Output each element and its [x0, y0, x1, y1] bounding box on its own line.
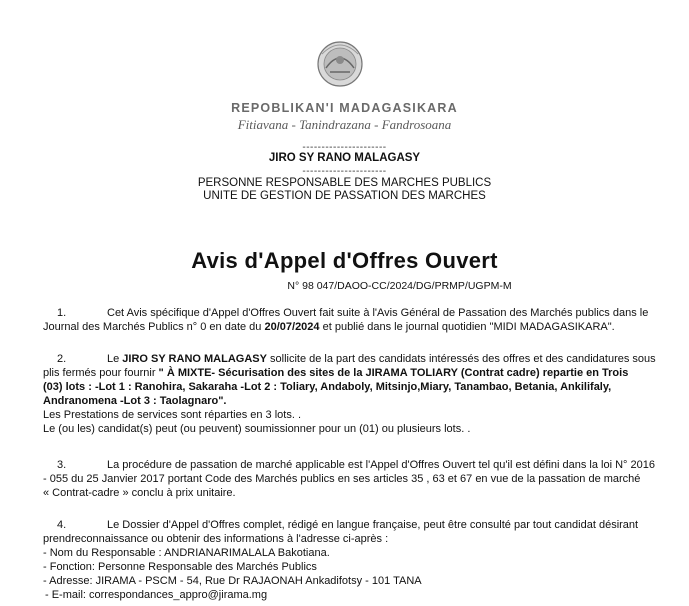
section-number: 4. [57, 519, 67, 531]
national-motto: Fitiavana - Tanindrazana - Fandrosoana [237, 117, 452, 132]
contact-address: - Adresse: JIRAMA - PSCM - 54, Rue Dr RAJAONAH Ankadifotsy - 101 TANA [43, 575, 422, 587]
notice-reference: N° 98 047/DAOO-CC/2024/DG/PRMP/UGPM-M [287, 280, 512, 292]
emblem-seal-icon [316, 38, 364, 90]
section-number: 3. [57, 459, 67, 471]
section-text: Le [107, 353, 123, 365]
section-text: sollicite de la part des candidats intéressés des offres et des candidatures sous [266, 353, 656, 365]
section-number: 1. [57, 307, 67, 319]
section-text: Journal des Marchés Publics n° 0 en date du [43, 321, 265, 333]
management-unit-line: UNITE DE GESTION DE PASSATION DES MARCHES [203, 190, 486, 202]
organization-name: JIRO SY RANO MALAGASY [268, 152, 421, 164]
section-text: Les Prestations de services sont réparties en 3 lots. . [43, 409, 302, 421]
section-text: Cet Avis spécifique d'Appel d'Offres Ouvert fait suite à l'Avis Général de Passation des Marchés publics dans le [107, 307, 649, 319]
section-text: La procédure de passation de marché applicable est l'Appel d'Offres Ouvert tel qu'il est défini dans la loi N° 2016 [107, 459, 655, 471]
section-3 [43, 458, 667, 500]
notice-title: Avis d'Appel d'Offres Ouvert [191, 248, 498, 273]
person-responsible-line: PERSONNE RESPONSABLE DES MARCHES PUBLICS [197, 177, 492, 189]
separator-bottom: ---------------------- [302, 166, 387, 177]
section-2 [43, 352, 667, 436]
lots-description: " À MIXTE- Sécurisation des sites de la JIRAMA TOLIARY (Contrat cadre) repartie en Trois [158, 367, 629, 379]
separator-top: ---------------------- [302, 142, 387, 153]
lots-list-end: Andranomena -Lot 3 : Taolagnaro". [43, 395, 227, 407]
contact-email: - E-mail: correspondances_appro@jirama.mg [45, 589, 268, 601]
section-1 [43, 306, 667, 334]
contact-name: - Nom du Responsable : ANDRIANARIMALALA Bakotiana. [43, 547, 330, 559]
section-text: Le (ou les) candidat(s) peut (ou peuvent) soumissionner pour un (01) ou plusieurs lots. . [43, 423, 471, 435]
publication-date: 20/07/2024 [264, 321, 320, 333]
section-text: et publié dans le journal quotidien "MIDI MADAGASIKARA". [319, 321, 615, 333]
section-number: 2. [57, 353, 67, 365]
section-text: « Contrat-cadre » conclu à prix unitaire. [43, 487, 236, 499]
country-name: REPOBLIKAN'I MADAGASIKARA [231, 101, 458, 115]
section-4 [43, 518, 667, 602]
section-text: prendreconnaissance ou obtenir des informations à l'adresse ci-après : [43, 533, 389, 545]
section-text: Le Dossier d'Appel d'Offres complet, rédigé en langue française, peut être consulté par tout candidat désirant [107, 519, 639, 531]
section-text: - 055 du 25 Janvier 2017 portant Code des Marchés publics en ses articles 35 , 63 et 67 en vue de la passation de marché [43, 473, 641, 485]
organization-ref: JIRO SY RANO MALAGASY [122, 353, 267, 365]
contact-function: - Fonction: Personne Responsable des Marchés Publics [43, 561, 317, 573]
section-text: plis fermés pour fournir [43, 367, 159, 379]
lots-list: (03) lots : -Lot 1 : Ranohira, Sakaraha -Lot 2 : Toliary, Andaboly, Mitsinjo,Miary, Tanambao, Betania, Ankilifaly, [43, 381, 612, 393]
